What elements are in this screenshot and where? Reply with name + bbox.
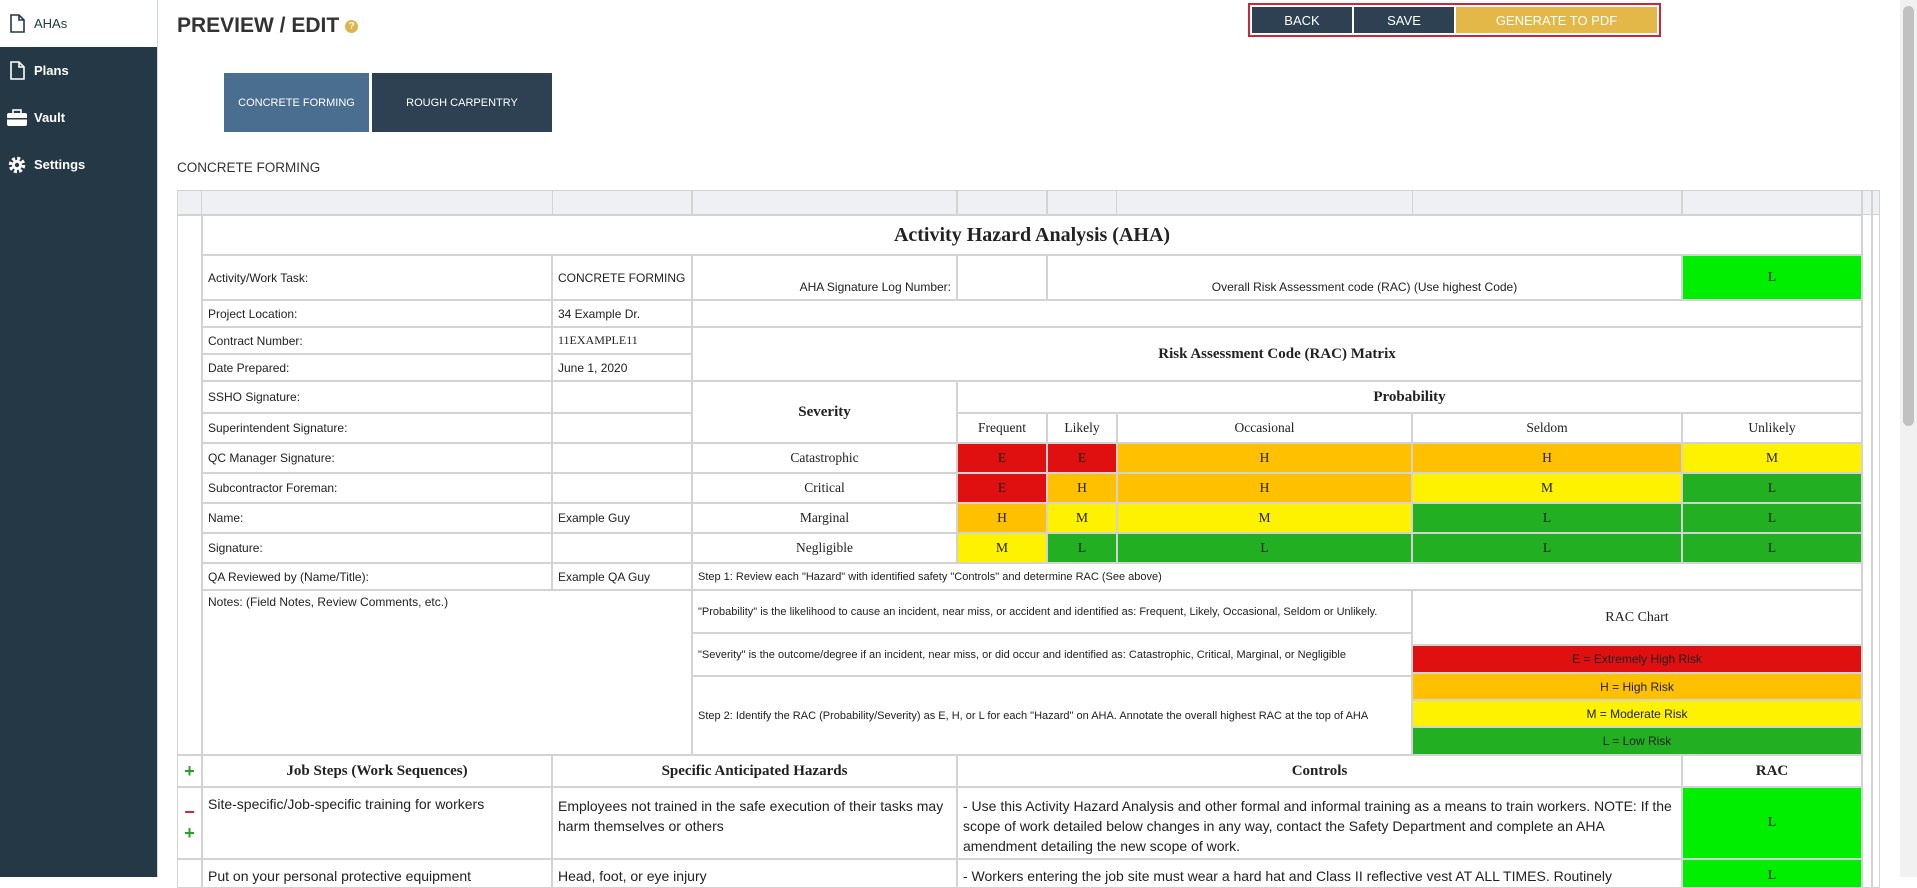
- probability-occasional: Occasional: [1117, 413, 1412, 443]
- probability-likely: Likely: [1047, 413, 1117, 443]
- probability-definition: "Probability" is the likelihood to cause an incident, near miss, or accident and identified as: Frequent, Likely, Occasional, Seldom or Unlikely.: [692, 590, 1412, 633]
- value-date[interactable]: June 1, 2020: [552, 354, 692, 381]
- grid-header-cell: [1682, 190, 1862, 215]
- rac-cell: L: [1682, 533, 1862, 563]
- job-step-cell[interactable]: Put on your personal protective equipment: [202, 859, 552, 888]
- column-controls: Controls: [957, 755, 1682, 787]
- label-task: Activity/Work Task:: [202, 255, 552, 300]
- rac-value-cell[interactable]: L: [1682, 859, 1862, 888]
- action-toolbar: [1248, 3, 1661, 37]
- rac-chart-low: L = Low Risk: [1412, 727, 1862, 755]
- probability-frequent: Frequent: [957, 413, 1047, 443]
- sidebar-item-ahas[interactable]: [0, 0, 157, 47]
- severity-negligible: Negligible: [692, 533, 957, 563]
- value-ssho[interactable]: [552, 381, 692, 413]
- section-label: CONCRETE FORMING: [177, 160, 321, 175]
- step2-text: Step 2: Identify the RAC (Probability/Severity) as E, H, or L for each "Hazard" on AHA. Annotate the overall highest RAC at the top of AHA: [692, 676, 1412, 755]
- value-qa-reviewed[interactable]: Example QA Guy: [552, 563, 692, 590]
- label-superintendent: Superintendent Signature:: [202, 413, 552, 443]
- grid-header-cell: [1047, 190, 1117, 215]
- rac-cell: M: [1412, 473, 1682, 503]
- rac-chart-high: H = High Risk: [1412, 673, 1862, 700]
- hazard-cell[interactable]: Head, foot, or eye injury: [552, 859, 957, 888]
- label-location: Project Location:: [202, 300, 552, 327]
- sidebar-item-label: AHAs: [34, 16, 68, 31]
- rac-cell: L: [1047, 533, 1117, 563]
- document-icon: [0, 61, 34, 80]
- grid-header-cell: [1412, 190, 1682, 215]
- severity-critical: Critical: [692, 473, 957, 503]
- label-signature: Signature:: [202, 533, 552, 563]
- label-signature-log: AHA Signature Log Number:: [692, 255, 957, 300]
- sidebar: [0, 0, 157, 877]
- notes-field[interactable]: Notes: (Field Notes, Review Comments, etc.): [202, 590, 692, 755]
- sidebar-item-vault[interactable]: [0, 94, 157, 141]
- probability-header: Probability: [957, 381, 1862, 413]
- value-superintendent[interactable]: [552, 413, 692, 443]
- rac-cell: L: [1412, 533, 1682, 563]
- grid-header-cell: [177, 190, 202, 215]
- rac-cell: M: [1682, 443, 1862, 473]
- controls-cell[interactable]: - Workers entering the job site must wear a hard hat and Class II reflective vest AT ALL TIMES. Routinely: [957, 859, 1682, 888]
- rac-cell: L: [1682, 503, 1862, 533]
- help-icon[interactable]: ?: [345, 20, 358, 33]
- controls-cell[interactable]: - Use this Activity Hazard Analysis and other formal and informal training as a means to train workers. NOTE: If the scope of work detailed below changes in any way, contact the Safety Department and complete an AHA amendment detailing the new scope of work.: [957, 787, 1682, 859]
- column-job-steps: Job Steps (Work Sequences): [202, 755, 552, 787]
- grid-right-column: [1872, 190, 1880, 888]
- row-number-column: [177, 215, 202, 755]
- sidebar-item-label: Settings: [34, 157, 86, 172]
- grid-header-cell: [552, 190, 692, 215]
- scrollbar-thumb[interactable]: [1903, 6, 1914, 426]
- rac-cell: M: [1117, 503, 1412, 533]
- row-actions: [177, 787, 202, 859]
- minus-icon[interactable]: −: [184, 802, 195, 822]
- rac-cell: E: [957, 473, 1047, 503]
- label-subcontractor: Subcontractor Foreman:: [202, 473, 552, 503]
- probability-unlikely: Unlikely: [1682, 413, 1862, 443]
- rac-cell: M: [1047, 503, 1117, 533]
- value-overall-rac[interactable]: L: [1682, 255, 1862, 300]
- value-contract[interactable]: 11EXAMPLE11: [552, 327, 692, 354]
- value-task[interactable]: CONCRETE FORMING: [552, 255, 692, 300]
- probability-seldom: Seldom: [1412, 413, 1682, 443]
- value-subcontractor[interactable]: [552, 473, 692, 503]
- back-button[interactable]: BACK: [1252, 7, 1352, 33]
- rac-chart-extreme: E = Extremely High Risk: [1412, 645, 1862, 673]
- grid-header-cell: [957, 190, 1047, 215]
- job-step-cell[interactable]: Site-specific/Job-specific training for workers: [202, 787, 552, 859]
- label-name: Name:: [202, 503, 552, 533]
- sidebar-item-label: Vault: [34, 110, 66, 125]
- rac-chart-title: RAC Chart: [1412, 590, 1862, 645]
- tab-rough-carpentry[interactable]: ROUGH CARPENTRY: [372, 73, 552, 132]
- gear-icon: [0, 155, 34, 175]
- document-icon: [0, 14, 34, 33]
- label-qa-reviewed: QA Reviewed by (Name/Title):: [202, 563, 552, 590]
- step1-text: Step 1: Review each "Hazard" with identified safety "Controls" and determine RAC (See above): [692, 563, 1862, 590]
- rac-chart-moderate: M = Moderate Risk: [1412, 700, 1862, 727]
- page-title: [177, 14, 358, 38]
- rac-cell: H: [1047, 473, 1117, 503]
- severity-catastrophic: Catastrophic: [692, 443, 957, 473]
- rac-cell: M: [957, 533, 1047, 563]
- sidebar-item-settings[interactable]: [0, 141, 157, 188]
- page-scrollbar[interactable]: [1900, 0, 1917, 877]
- page-title-text: PREVIEW / EDIT: [177, 14, 340, 37]
- sidebar-divider: [157, 0, 158, 877]
- value-location[interactable]: 34 Example Dr.: [552, 300, 692, 327]
- label-contract: Contract Number:: [202, 327, 552, 354]
- rac-cell: H: [1117, 443, 1412, 473]
- grid-right-column: [1862, 190, 1872, 888]
- grid-header-cell: [692, 190, 957, 215]
- briefcase-icon: [0, 109, 34, 127]
- save-button[interactable]: SAVE: [1354, 7, 1454, 33]
- rac-matrix-title: Risk Assessment Code (RAC) Matrix: [692, 327, 1862, 381]
- rac-cell: L: [1682, 473, 1862, 503]
- column-rac: RAC: [1682, 755, 1862, 787]
- rac-cell: E: [957, 443, 1047, 473]
- severity-marginal: Marginal: [692, 503, 957, 533]
- rac-cell: L: [1412, 503, 1682, 533]
- value-name[interactable]: Example Guy: [552, 503, 692, 533]
- row-actions: [177, 859, 202, 888]
- label-overall-rac: Overall Risk Assessment code (RAC) (Use highest Code): [1047, 255, 1682, 300]
- value-qc-manager[interactable]: [552, 443, 692, 473]
- label-ssho: SSHO Signature:: [202, 381, 552, 413]
- column-hazards: Specific Anticipated Hazards: [552, 755, 957, 787]
- rac-cell: H: [1117, 473, 1412, 503]
- activity-tabs: [224, 73, 552, 132]
- rac-cell: E: [1047, 443, 1117, 473]
- rac-value-cell[interactable]: L: [1682, 787, 1862, 859]
- label-date: Date Prepared:: [202, 354, 552, 381]
- tab-concrete-forming[interactable]: CONCRETE FORMING: [224, 73, 369, 132]
- hazard-cell[interactable]: Employees not trained in the safe execution of their tasks may harm themselves or others: [552, 787, 957, 859]
- value-signature-log[interactable]: [957, 255, 1047, 300]
- generate-pdf-button[interactable]: GENERATE TO PDF: [1456, 7, 1657, 33]
- add-row-cell: [177, 755, 202, 787]
- blank-cell: [692, 300, 1862, 327]
- rac-cell: H: [1412, 443, 1682, 473]
- sidebar-item-plans[interactable]: [0, 47, 157, 94]
- sidebar-item-label: Plans: [34, 63, 69, 78]
- value-signature[interactable]: [552, 533, 692, 563]
- plus-icon[interactable]: +: [184, 760, 195, 781]
- aha-table: [177, 188, 1880, 888]
- severity-definition: "Severity" is the outcome/degree if an incident, near miss, or did occur and identified as: Catastrophic, Critical, Marginal, or Negligible: [692, 633, 1412, 676]
- plus-icon[interactable]: +: [184, 823, 195, 843]
- aha-title: Activity Hazard Analysis (AHA): [202, 215, 1862, 255]
- rac-cell: H: [957, 503, 1047, 533]
- severity-header: Severity: [692, 381, 957, 443]
- rac-cell: L: [1117, 533, 1412, 563]
- label-qc-manager: QC Manager Signature:: [202, 443, 552, 473]
